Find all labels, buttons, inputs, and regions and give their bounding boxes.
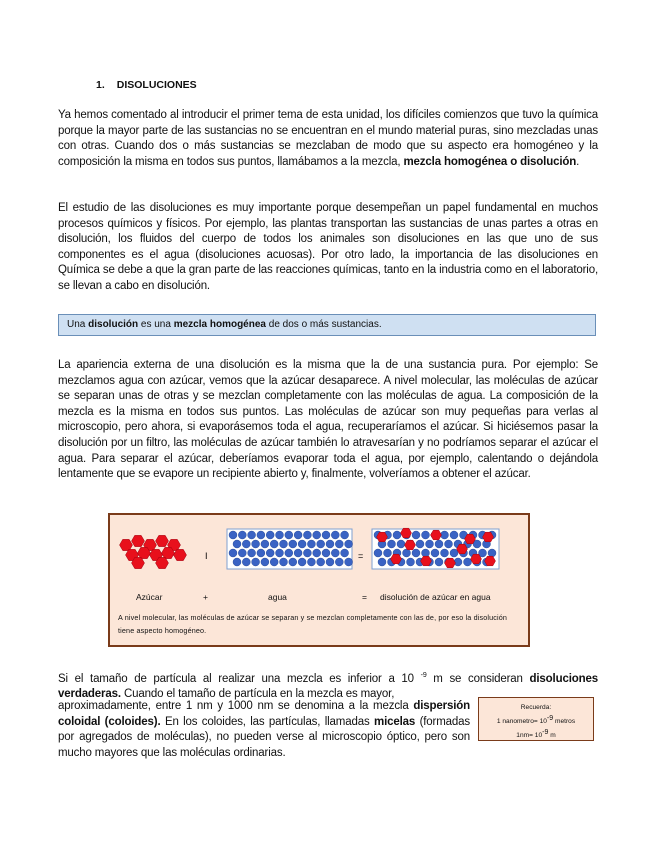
water-molecule [441, 549, 449, 557]
water-molecule [384, 549, 392, 557]
water-molecule [412, 531, 420, 539]
size-mid: m se consideran [426, 672, 530, 685]
section-heading [96, 79, 197, 91]
water-molecule [431, 549, 439, 557]
water-molecule [322, 531, 330, 539]
water-molecule [335, 540, 343, 548]
water-molecule [238, 531, 246, 539]
equals-symbol: = [358, 551, 364, 561]
intro-end: . [576, 155, 580, 168]
reminder-line-1-pre: 1 nanometro= 10 [496, 718, 547, 726]
water-molecule [407, 558, 415, 566]
figure-note: A nivel molecular, las moléculas de azúcar se separan y se mezclan completamente con las de, por eso la disolución tiene aspecto homogéneo. [118, 613, 508, 635]
reminder-box [478, 697, 594, 741]
water-molecule [280, 540, 288, 548]
water-molecule [252, 558, 260, 566]
colloid-paragraph [58, 699, 470, 761]
water-molecule [331, 549, 339, 557]
reminder-title: Recuerda: [520, 704, 552, 711]
water-molecule [313, 531, 321, 539]
water-molecule [257, 549, 265, 557]
sugar-molecule [174, 549, 187, 560]
definition-post: de dos o más sustancias. [265, 319, 382, 330]
water-molecule [270, 558, 278, 566]
water-molecule [341, 549, 349, 557]
reminder-line-1 [479, 713, 593, 727]
water-molecule [317, 540, 325, 548]
true-solutions-term: disoluciones verdaderas. [58, 672, 599, 701]
water-molecule [422, 549, 430, 557]
water-molecule [238, 549, 246, 557]
reminder-line-1-exp: -9 [546, 715, 554, 722]
label-water: agua [268, 592, 287, 602]
water-molecule [345, 540, 353, 548]
micelas-term: micelas [374, 715, 416, 728]
definition-pre: Una [67, 319, 89, 330]
sugar-molecules [120, 535, 187, 568]
water-molecule [233, 558, 241, 566]
colloid-mid: En los coloides, las partículas, llamadas [160, 715, 374, 728]
water-molecule [303, 531, 311, 539]
water-molecule [341, 531, 349, 539]
water-molecule [257, 531, 265, 539]
water-molecule [464, 558, 472, 566]
water-molecule [248, 549, 256, 557]
size-exponent: -9 [420, 672, 427, 679]
definition-box [58, 314, 596, 336]
intro-bold-term: mezcla homogénea o disolución [403, 155, 577, 168]
water-molecule [285, 549, 293, 557]
water-molecule [426, 540, 434, 548]
sugar-water-figure [108, 513, 530, 647]
water-molecule [307, 558, 315, 566]
water-molecule [266, 549, 274, 557]
definition-term-mezcla: mezcla homogénea [173, 319, 266, 330]
water-molecule [270, 540, 278, 548]
water-molecule [276, 531, 284, 539]
water-molecule [317, 558, 325, 566]
water-molecule [422, 531, 430, 539]
water-molecule [331, 531, 339, 539]
water-molecule [261, 558, 269, 566]
water-molecule [266, 531, 274, 539]
water-molecule [233, 540, 241, 548]
water-molecule [412, 549, 420, 557]
section-title: DISOLUCIONES [116, 79, 197, 91]
water-molecule [242, 558, 250, 566]
section-number: 1. [96, 79, 105, 91]
water-molecule [289, 558, 297, 566]
water-molecule [416, 540, 424, 548]
water-molecule [276, 549, 284, 557]
reminder-line-2 [479, 727, 593, 741]
water-molecule [313, 549, 321, 557]
intro-text: Ya hemos comentado al introducir el primer tema de esta unidad, los difíciles comienzos que tuvo la química porque la mayor parte de las sustancias no se encuentran en el mundo material puras, sino mezcladas unas con otras. Cuando dos o más sustancias se mezclaban de modo que su aspecto era homogéneo y la composición la misma en todos sus puntos, llamábamos a la mezcla, [58, 109, 598, 168]
reminder-line-2-pre: 1nm= 10 [516, 732, 543, 740]
colloid-term: dispersión coloidal (coloides). [58, 700, 470, 728]
water-molecule [261, 540, 269, 548]
water-molecule [242, 540, 250, 548]
water-molecule [445, 540, 453, 548]
water-molecule [229, 549, 237, 557]
water-molecule [322, 549, 330, 557]
sugar-molecule [120, 539, 133, 550]
plus-symbol: I [205, 551, 208, 561]
water-molecule [248, 531, 256, 539]
water-molecule [294, 531, 302, 539]
reminder-line-2-post: m [548, 732, 556, 740]
water-molecule [450, 531, 458, 539]
water-molecule [345, 558, 353, 566]
reminder-line-1-post: metros [553, 718, 576, 726]
intro-paragraph [58, 108, 598, 170]
label-solution: disolución de azúcar en agua [380, 592, 491, 602]
label-sugar: Azúcar [136, 592, 163, 602]
water-molecule [378, 558, 386, 566]
water-molecule [298, 540, 306, 548]
colloid-post: (formadas por agregados de moléculas), no pueden verse al microscopio óptico, pero son mucho mayores que las moléculas ordinarias. [58, 715, 470, 759]
definition-mid: es una [138, 319, 174, 330]
water-molecule [388, 540, 396, 548]
water-molecule [335, 558, 343, 566]
reminder-line-2-exp: -9 [542, 729, 549, 737]
water-molecule [403, 549, 411, 557]
water-molecule [326, 540, 334, 548]
importance-paragraph: El estudio de las disoluciones es muy importante porque desempeñan un papel fundamental en muchos procesos químicos y físicos. Por ejemplo, las plantas transportan las sustancias de unas partes a otras en disolución, los fluidos del cuerpo de todos los animales son disoluciones en las que uno de sus componentes es el agua (disoluciones acuosas). Por otro lado, la importancia de las disoluciones en Química se debe a que la gran parte de las reacciones químicas, tanto en la industria como en el laboratorio, se llevan a cabo en disolución. [58, 202, 598, 292]
sugar-molecule [156, 535, 169, 546]
water-molecule [252, 540, 260, 548]
water-molecule [435, 540, 443, 548]
definition-term-disolucion: disolución [88, 319, 139, 330]
label-equals: = [362, 592, 367, 602]
colloid-pre: aproximadamente, entre 1 nm y 1000 nm se denomina a la mezcla [58, 700, 414, 712]
water-molecule [307, 540, 315, 548]
water-molecule [303, 549, 311, 557]
water-molecule [374, 549, 382, 557]
size-post: Cuando el tamaño de partícula en la mezcla es mayor, [120, 688, 395, 701]
example-paragraph: La apariencia externa de una disolución es la misma que la de una sustancia pura. Por ejemplo: Se mezclamos agua con azúcar, vemos que la azúcar desaparece. A nivel molecular, las moléculas de azúcar se separan unas de otras y se mezclan completamente con las moléculas de agua. La composición de la mezcla es la misma en todos sus puntos. Las moléculas de azúcar son muy pequeñas para verlas al microscopio, pero ahora, si evaporásemos toda el agua, recuperaríamos el azúcar. Si hiciésemos pasar la disolución por un filtro, las moléculas de azúcar también lo atravesarían y no podríamos separar el azúcar el agua. Para separar el azúcar, deberíamos evaporar toda el agua, por ejemplo, calentando o dejándola lentamente que se evapore un recipiente abierto y, finalmente, volveríamos a obtener el azúcar. [58, 359, 598, 481]
label-plus: + [203, 592, 208, 602]
water-molecule [488, 549, 496, 557]
water-molecule [326, 558, 334, 566]
water-molecule [397, 540, 405, 548]
water-molecule [294, 549, 302, 557]
size-pre: Si el tamaño de partícula al realizar una mezcla es inferior a 10 [58, 672, 421, 685]
water-molecule [393, 531, 401, 539]
water-molecule [435, 558, 443, 566]
water-molecule [285, 531, 293, 539]
water-molecule [450, 549, 458, 557]
sugar-molecule [132, 535, 145, 546]
water-molecule [229, 531, 237, 539]
water-molecule [298, 558, 306, 566]
water-molecule [289, 540, 297, 548]
water-molecule [280, 558, 288, 566]
